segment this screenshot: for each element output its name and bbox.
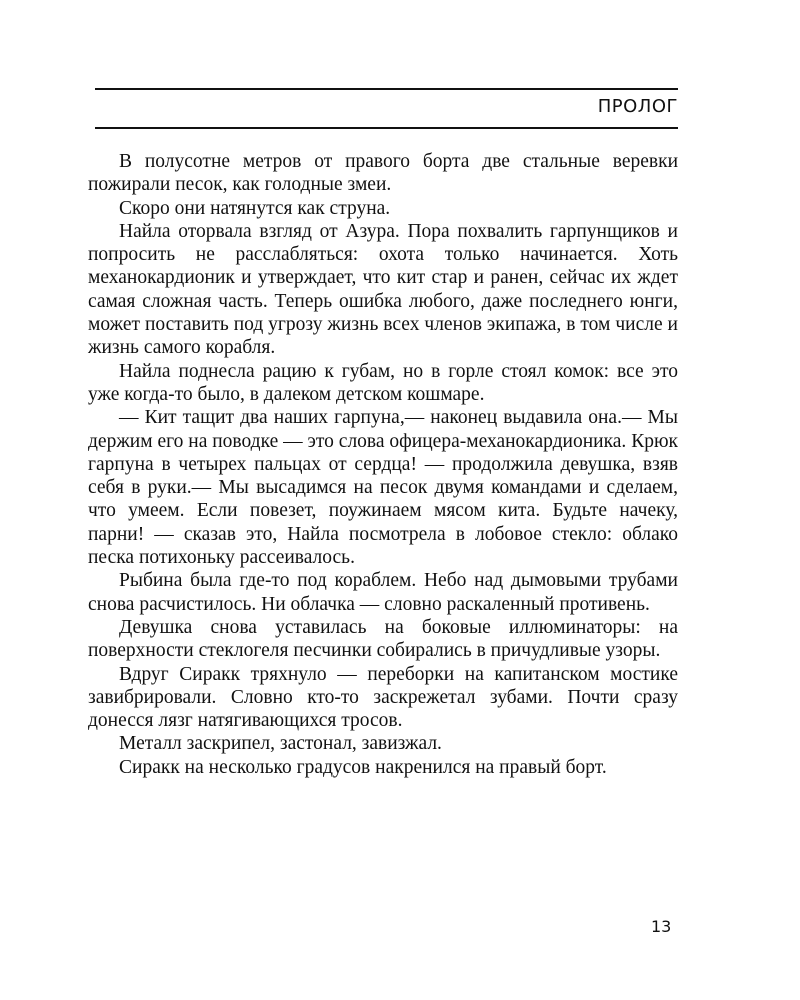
running-head: ПРОЛОГ bbox=[597, 96, 678, 117]
paragraph: Найла поднесла рацию к губам, но в горле стоял комок: все это уже когда-то было, в далеком детском кошмаре. bbox=[88, 360, 678, 405]
paragraph: Сиракк на несколько градусов накренился на правый борт. bbox=[119, 756, 607, 778]
paragraph: — Кит тащит два наших гарпуна,— наконец выдавила она.— Мы держим его на поводке — это слова офицера-механокардионика. Крюк гарпуна в четырех пальцах от сердца! — продолжила девушка, взяв себя в руки.— Мы высадимся на песок двумя командами и сделаем, что умеем. Если повезет, поужинаем мясом кита. Будьте начеку, парни! — сказав это, Найла посмотрела в лобовое стекло: облако песка потихоньку рассеивалось. bbox=[88, 407, 678, 569]
paragraph: Найла оторвала взгляд от Азура. Пора похвалить гарпунщиков и попросить не расслабляться: охота только начинается. Хоть механокардионик и утверждает, что кит стар и ранен, сейчас их ждет самая сложная часть. Теперь ошибка любого, даже последнего юнги, может поставить под угрозу жизнь всех членов экипажа, в том числе и жизнь самого корабля. bbox=[88, 220, 678, 359]
page-number: 13 bbox=[651, 917, 672, 936]
paragraph: Девушка снова уставилась на боковые иллюминаторы: на поверхности стеклогеля песчинки собирались в причудливые узоры. bbox=[88, 616, 678, 662]
paragraph: Вдруг Сиракк тряхнуло — переборки на капитанском мостике завибрировали. Словно кто-то заскрежетал зубами. Почти сразу донесся лязг натягивающихся тросов. bbox=[88, 663, 678, 732]
body-text bbox=[88, 150, 678, 779]
paragraph: Скоро они натянутся как струна. bbox=[119, 197, 391, 219]
paragraph: Металл заскрипел, застонал, завизжал. bbox=[119, 733, 442, 755]
paragraph: Рыбина была где-то под кораблем. Небо над дымовыми трубами снова расчистилось. Ни облачка — словно раскаленный противень. bbox=[88, 570, 678, 615]
paragraph: В полусотне метров от правого борта две стальные веревки пожирали песок, как голодные змеи. bbox=[88, 151, 678, 196]
header-rule-bottom bbox=[95, 127, 678, 129]
header-rule-top bbox=[95, 88, 678, 90]
